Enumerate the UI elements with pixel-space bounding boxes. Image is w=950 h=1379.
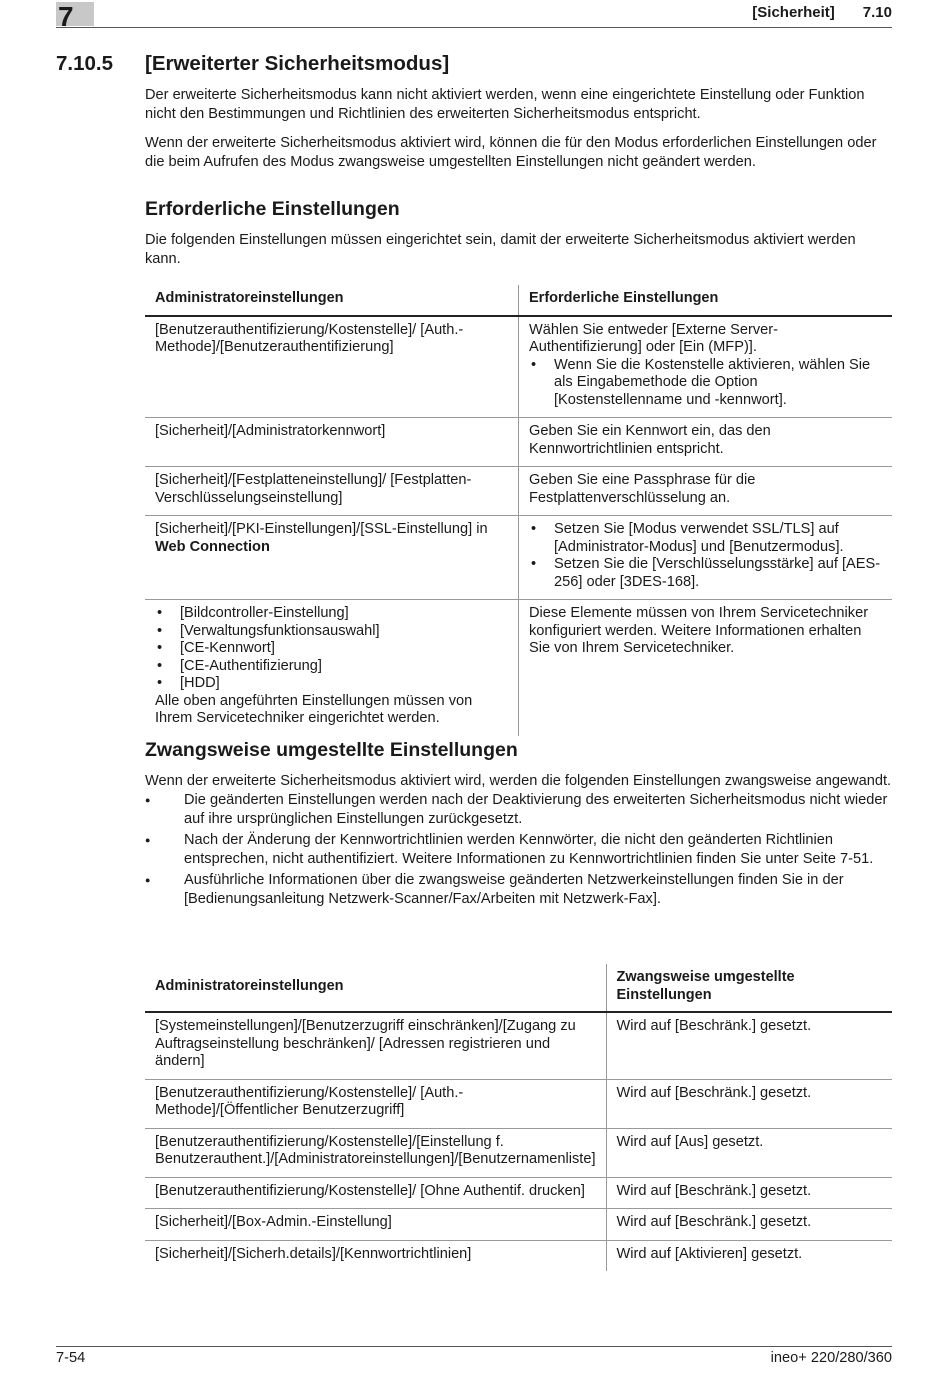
list-item: • Setzen Sie [Modus verwendet SSL/TLS] auf [Administrator-Modus] und [Benutzermodus]. — [529, 521, 882, 556]
admin-bullets — [155, 605, 508, 693]
table-row — [145, 1079, 892, 1128]
list-item: • [CE-Authentifizierung] — [155, 658, 508, 676]
table-row — [145, 1177, 892, 1209]
admin-cell: [Sicherheit]/[Sicherh.details]/[Kennwortrichtlinien] — [145, 1240, 606, 1271]
forced-intro: Wenn der erweiterte Sicherheitsmodus aktiviert wird, werden die folgenden Einstellungen zwangsweise angewandt. — [145, 773, 892, 789]
list-item: • [Bildcontroller-Einstellung] — [155, 605, 508, 623]
admin-cell — [145, 516, 519, 600]
required-cell: Diese Elemente müssen von Ihrem Servicetechniker konfiguriert werden. Weitere Informationen erhalten Sie von Ihrem Servicetechniker. — [529, 605, 869, 656]
footer-divider — [56, 1346, 892, 1347]
table-row — [145, 1240, 892, 1271]
section-number: 7.10.5 — [56, 52, 113, 75]
column-header-required: Erforderliche Einstellungen — [519, 285, 893, 316]
forced-cell: Wird auf [Aus] gesetzt. — [606, 1128, 892, 1177]
forced-cell: Wird auf [Beschränk.] gesetzt. — [606, 1012, 892, 1079]
list-item: • [CE-Kennwort] — [155, 640, 508, 658]
table-row — [145, 316, 892, 418]
header-section-number: 7.10 — [862, 4, 892, 21]
admin-cell: [Benutzerauthentifizierung/Kostenstelle]/ [Auth.-Methode]/[Öffentlicher Benutzerzugriff] — [145, 1079, 606, 1128]
column-header-forced: Zwangsweise umgestellte Einstellungen — [606, 964, 892, 1012]
admin-cell: [Sicherheit]/[Administratorkennwort] — [145, 418, 519, 467]
intro-paragraph-1: Der erweiterte Sicherheitsmodus kann nicht aktiviert werden, wenn eine eingerichtete Einstellung oder Funktion nicht den Bestimmungen und Richtlinien des erweiterten Sicherheitsmodus entspricht. — [145, 87, 865, 122]
list-item: • [Verwaltungsfunktionsauswahl] — [155, 623, 508, 641]
product-name: ineo+ 220/280/360 — [770, 1350, 892, 1366]
intro-paragraph-2: Wenn der erweiterte Sicherheitsmodus aktiviert wird, können die für den Modus erforderlichen Einstellungen oder die beim Aufrufen des Modus zwangsweise umgestellten Einstellungen nicht geändert werden. — [145, 135, 877, 170]
required-cell — [519, 516, 893, 600]
column-header-admin: Administratoreinstellungen — [145, 964, 606, 1012]
list-item: ● Ausführliche Informationen über die zwangsweise geänderten Netzwerkeinstellungen finden Sie in der [Bedienungsanleitung Netzwerk-Scanner/Fax/Arbeiten mit Netzwerk-Fax]. — [145, 871, 892, 909]
admin-text: [Sicherheit]/[PKI-Einstellungen]/[SSL-Einstellung] in — [155, 521, 488, 537]
forced-cell: Wird auf [Aktivieren] gesetzt. — [616, 1245, 803, 1262]
forced-settings-table — [145, 964, 892, 1271]
admin-cell: [Sicherheit]/[Box-Admin.-Einstellung] — [145, 1209, 606, 1241]
list-item: • Setzen Sie die [Verschlüsselungsstärke] auf [AES-256] oder [3DES-168]. — [529, 556, 882, 591]
forced-intro-block — [145, 772, 892, 911]
forced-cell: Wird auf [Beschränk.] gesetzt. — [606, 1079, 892, 1128]
required-cell: Geben Sie ein Kennwort ein, das den Kennwortrichtlinien entspricht. — [519, 418, 893, 467]
list-item: ● Die geänderten Einstellungen werden nach der Deaktivierung des erweiterten Sicherheitsmodus nicht wieder auf ihre ursprünglichen Einstellungen zurückgesetzt. — [145, 791, 892, 829]
required-heading: Erforderliche Einstellungen — [145, 198, 400, 220]
forced-heading: Zwangsweise umgestellte Einstellungen — [145, 739, 518, 761]
list-item: • [HDD] — [155, 675, 508, 693]
column-header-admin: Administratoreinstellungen — [145, 285, 519, 316]
section-intro — [145, 86, 892, 172]
table-header-row — [145, 285, 892, 316]
required-bullets — [529, 357, 882, 410]
section-title: [Erweiterter Sicherheitsmodus] — [145, 52, 450, 75]
table-row — [145, 1209, 892, 1241]
running-header — [724, 4, 892, 21]
list-item: ● Nach der Änderung der Kennwortrichtlinien werden Kennwörter, die nicht den geänderten Richtlinien entsprechen, nicht authentifiziert. Weitere Informationen zu Kennwortrichtlinien finden Sie unter Seite 7-51. — [145, 831, 892, 869]
admin-cell: [Sicherheit]/[Festplatteneinstellung]/ [Festplatten-Verschlüsselungseinstellung] — [145, 467, 519, 516]
forced-cell: Wird auf [Beschränk.] gesetzt. — [606, 1209, 892, 1241]
required-cell — [519, 316, 893, 418]
chapter-number: 7 — [56, 2, 94, 26]
page-number: 7-54 — [56, 1350, 86, 1366]
table-row — [145, 516, 892, 600]
table-header-row — [145, 964, 892, 1012]
forced-notes — [145, 791, 892, 909]
admin-cell: [Systemeinstellungen]/[Benutzerzugriff einschränken]/[Zugang zu Auftragseinstellung beschränken]/ [Adressen registrieren und ändern] — [145, 1012, 606, 1079]
admin-cell: [Benutzerauthentifizierung/Kostenstelle]/ [Ohne Authentif. drucken] — [145, 1177, 606, 1209]
admin-cell: [Benutzerauthentifizierung/Kostenstelle]/ [Auth.-Methode]/[Benutzerauthentifizierung] — [145, 316, 519, 418]
table-row — [145, 467, 892, 516]
header-divider — [56, 27, 892, 28]
list-item: • Wenn Sie die Kostenstelle aktivieren, wählen Sie als Eingabemethode die Option [Kostenstellenname und -kennwort]. — [529, 357, 882, 410]
web-connection-label: Web Connection — [155, 538, 270, 555]
table-row — [145, 1128, 892, 1177]
admin-note: Alle oben angeführten Einstellungen müssen von Ihrem Servicetechniker eingerichtet werden. — [155, 692, 473, 726]
required-settings-table — [145, 285, 892, 736]
required-intro: Die folgenden Einstellungen müssen eingerichtet sein, damit der erweiterte Sicherheitsmodus aktiviert werden kann. — [145, 232, 856, 267]
table-row — [145, 418, 892, 467]
forced-cell: Wird auf [Beschränk.] gesetzt. — [606, 1177, 892, 1209]
admin-cell: [Benutzerauthentifizierung/Kostenstelle]/[Einstellung f. Benutzerauthent.]/[Administratoreinstellungen]/[Benutzernamenliste] — [145, 1128, 606, 1177]
table-row — [145, 600, 892, 736]
admin-cell — [145, 600, 519, 736]
required-text: Wählen Sie entweder [Externe Server-Authentifizierung] oder [Ein (MFP)]. — [529, 321, 779, 355]
header-section-label: [Sicherheit] — [752, 4, 835, 21]
required-cell: Geben Sie eine Passphrase für die Festplattenverschlüsselung an. — [519, 467, 893, 516]
table-row — [145, 1012, 892, 1079]
required-bullets — [529, 521, 882, 591]
